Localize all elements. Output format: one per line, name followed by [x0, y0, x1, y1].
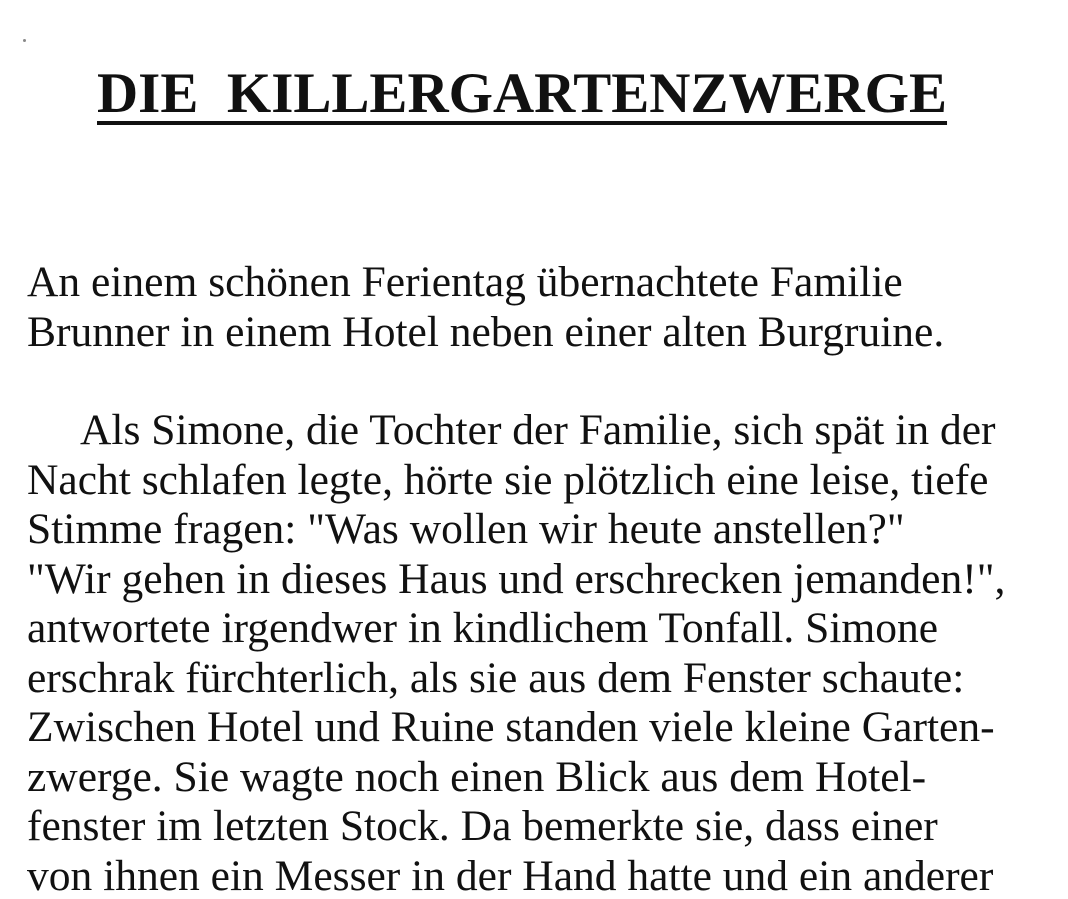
text-line: fenster im letzten Stock. Da bemerkte sie, dass einer: [27, 802, 938, 850]
paragraph-2: [27, 406, 1005, 899]
document-title: DIE KILLERGARTENZWERGE: [97, 62, 948, 125]
text-line: Nacht schlafen legte, hörte sie plötzlich eine leise, tiefe: [27, 455, 989, 504]
text-line: erschrak fürchterlich, als sie aus dem Fenster schaute:: [27, 653, 965, 702]
scan-speck: [23, 39, 26, 42]
text-line: An einem schönen Ferientag übernachtete Familie: [27, 258, 903, 306]
text-line: "Wir gehen in dieses Haus und erschrecken jemanden!",: [27, 554, 1006, 603]
text-line: von ihnen ein Messer in der Hand hatte und ein anderer: [27, 851, 994, 899]
text-line-indented: Als Simone, die Tochter der Familie, sich spät in der: [80, 406, 996, 454]
text-line: Brunner in einem Hotel neben einer alten Burgruine.: [27, 307, 945, 356]
text-line: Stimme fragen: "Was wollen wir heute anstellen?": [27, 505, 905, 553]
text-line: zwerge. Sie wagte noch einen Blick aus dem Hotel-: [27, 752, 927, 801]
text-line: Zwischen Hotel und Ruine standen viele kleine Garten-: [27, 703, 995, 751]
paragraph-1: [27, 258, 944, 357]
text-line: antwortete irgendwer in kindlichem Tonfall. Simone: [27, 604, 939, 652]
